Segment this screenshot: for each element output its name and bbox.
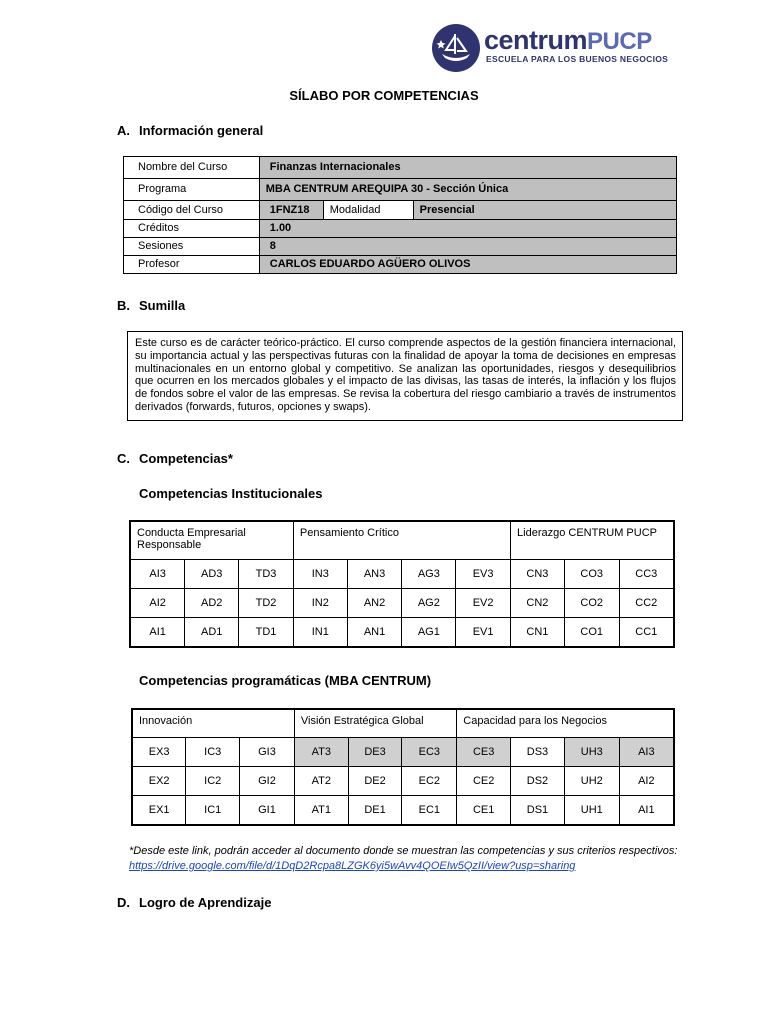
competency-cell: TD3 (239, 560, 294, 589)
group-header: Conducta Empresarial Responsable (130, 521, 293, 560)
info-value-code: 1FNZ18 (259, 201, 323, 220)
info-label: Código del Curso (124, 201, 260, 220)
programmatic-competencies-table (131, 708, 675, 826)
logo-wordmark (484, 24, 652, 58)
section-letter: A. (117, 123, 130, 138)
competency-cell: DE1 (348, 796, 402, 826)
competency-cell-highlighted: CE3 (457, 738, 511, 767)
institutional-competencies-table (129, 520, 675, 648)
ship-emblem-icon (432, 24, 480, 72)
competency-cell: AD1 (185, 618, 239, 648)
info-label: Nombre del Curso (124, 157, 260, 179)
section-a-heading (117, 123, 263, 138)
section-label: Información general (139, 123, 264, 138)
competency-cell-highlighted: EC3 (402, 738, 457, 767)
info-value-professor: CARLOS EDUARDO AGÜERO OLIVOS (259, 256, 676, 274)
competency-cell: EV1 (456, 618, 511, 648)
table-row (132, 709, 674, 738)
table-row (124, 201, 677, 220)
competencies-footnote (129, 844, 689, 874)
competency-cell: AT2 (294, 767, 348, 796)
competency-cell: DS2 (511, 767, 565, 796)
competency-cell: GI3 (240, 738, 295, 767)
group-header: Liderazgo CENTRUM PUCP (511, 521, 674, 560)
programmatic-competencies-title: Competencias programáticas (MBA CENTRUM) (139, 673, 432, 688)
institutional-competencies-title: Competencias Institucionales (139, 486, 323, 501)
info-value-credits: 1.00 (259, 220, 676, 238)
competency-cell: EX3 (132, 738, 186, 767)
competency-cell: CE1 (457, 796, 511, 826)
section-label: Sumilla (139, 298, 186, 313)
competency-cell: CC2 (619, 589, 674, 618)
competency-cell-highlighted: AT3 (294, 738, 348, 767)
group-header: Capacidad para los Negocios (457, 709, 674, 738)
table-row (130, 589, 674, 618)
logo-brand-accent: PUCP (587, 28, 652, 55)
footnote-text: *Desde este link, podrán acceder al documento donde se muestran las competencias y sus criterios respectivos: (129, 845, 678, 857)
competency-cell: CC1 (619, 618, 674, 648)
table-row (132, 738, 674, 767)
competency-cell: CN1 (511, 618, 565, 648)
competency-cell-highlighted: UH3 (564, 738, 619, 767)
logo-brand-main: centrum (484, 25, 588, 55)
competency-cell: EX2 (132, 767, 186, 796)
competency-cell: AN2 (347, 589, 402, 618)
competency-cell: AI2 (130, 589, 185, 618)
competency-cell: AG3 (402, 560, 456, 589)
info-label: Sesiones (124, 238, 260, 256)
table-row (124, 220, 677, 238)
info-label-modality: Modalidad (323, 201, 413, 220)
competency-cell: IC2 (186, 767, 240, 796)
section-b-heading (117, 298, 185, 313)
info-value-sessions: 8 (259, 238, 676, 256)
table-row (124, 238, 677, 256)
competency-cell: AI2 (619, 767, 674, 796)
competency-cell: CE2 (457, 767, 511, 796)
competency-cell: TD2 (239, 589, 294, 618)
competency-cell: UH1 (564, 796, 619, 826)
info-value-course-name: Finanzas Internacionales (259, 157, 676, 179)
info-label: Profesor (124, 256, 260, 274)
section-letter: B. (117, 298, 130, 313)
competency-cell: AI1 (130, 618, 185, 648)
competency-cell: CN3 (511, 560, 565, 589)
centrum-logo (432, 24, 682, 74)
competency-cell: AG2 (402, 589, 456, 618)
competency-cell: DS1 (511, 796, 565, 826)
competency-cell: EC2 (402, 767, 457, 796)
competency-cell: CO1 (564, 618, 619, 648)
sumilla-text: Este curso es de carácter teórico-práctico. El curso comprende aspectos de la gestión financiera internacional, su importancia actual y las perspectivas futuras con la finalidad de apoyar la toma de decisiones en empresas multinacionales en un entorno global y competitivo. Se analizan las oportunidades, riesgos y desequilibrios que ocurren en los mercados globales y el impacto de las divisas, las tasas de interés, la inflación y los flujos de fondos sobre el valor de las empresas. Se revisa la cobertura del riesgo cambiario a través de instrumentos derivados (forwards, futuros, opciones y swaps). (127, 331, 683, 421)
competency-cell: IC3 (186, 738, 240, 767)
competency-cell: TD1 (239, 618, 294, 648)
table-row (130, 521, 674, 560)
competency-cell: GI1 (240, 796, 295, 826)
section-label: Logro de Aprendizaje (139, 895, 272, 910)
competency-cell: DS3 (511, 738, 565, 767)
table-row (130, 560, 674, 589)
competency-cell-highlighted: DE3 (348, 738, 402, 767)
competency-cell: EV3 (456, 560, 511, 589)
competency-cell: AN3 (347, 560, 402, 589)
info-value-program: MBA CENTRUM AREQUIPA 30 - Sección Única (259, 179, 676, 201)
table-row (124, 256, 677, 274)
info-label: Programa (124, 179, 260, 201)
section-letter: C. (117, 451, 130, 466)
competency-cell: AN1 (347, 618, 402, 648)
competency-cell: CO3 (564, 560, 619, 589)
competency-cell: IN2 (293, 589, 347, 618)
competency-cell: EX1 (132, 796, 186, 826)
competencies-document-link[interactable]: https://drive.google.com/file/d/1DqD2Rcpa8LZGK6yi5wAvv4QOEIw5QzII/view?usp=sharing (129, 860, 576, 872)
section-d-heading (117, 895, 271, 910)
competency-cell: AD2 (185, 589, 239, 618)
competency-cell: AG1 (402, 618, 456, 648)
logo-tagline: ESCUELA PARA LOS BUENOS NEGOCIOS (486, 54, 669, 64)
competency-cell-highlighted: AI3 (619, 738, 674, 767)
competency-cell: GI2 (240, 767, 295, 796)
table-row (130, 618, 674, 648)
competency-cell: EC1 (402, 796, 457, 826)
section-c-heading (117, 451, 233, 466)
group-header: Pensamiento Crítico (293, 521, 510, 560)
competency-cell: CO2 (564, 589, 619, 618)
competency-cell: EV2 (456, 589, 511, 618)
competency-cell: DE2 (348, 767, 402, 796)
table-row (132, 796, 674, 826)
competency-cell: AT1 (294, 796, 348, 826)
competency-cell: AI3 (130, 560, 185, 589)
table-row (132, 767, 674, 796)
table-row (124, 179, 677, 201)
competency-cell: IC1 (186, 796, 240, 826)
competency-cell: CN2 (511, 589, 565, 618)
general-info-table (123, 156, 677, 274)
info-value-modality: Presencial (413, 201, 676, 220)
competency-cell: IN1 (293, 618, 347, 648)
competency-cell: CC3 (619, 560, 674, 589)
competency-cell: UH2 (564, 767, 619, 796)
competency-cell: AI1 (619, 796, 674, 826)
section-letter: D. (117, 895, 130, 910)
info-label: Créditos (124, 220, 260, 238)
competency-cell: IN3 (293, 560, 347, 589)
section-label: Competencias* (139, 451, 233, 466)
group-header: Visión Estratégica Global (294, 709, 456, 738)
page-title: SÍLABO POR COMPETENCIAS (289, 88, 479, 103)
competency-cell: AD3 (185, 560, 239, 589)
table-row (124, 157, 677, 179)
group-header: Innovación (132, 709, 294, 738)
